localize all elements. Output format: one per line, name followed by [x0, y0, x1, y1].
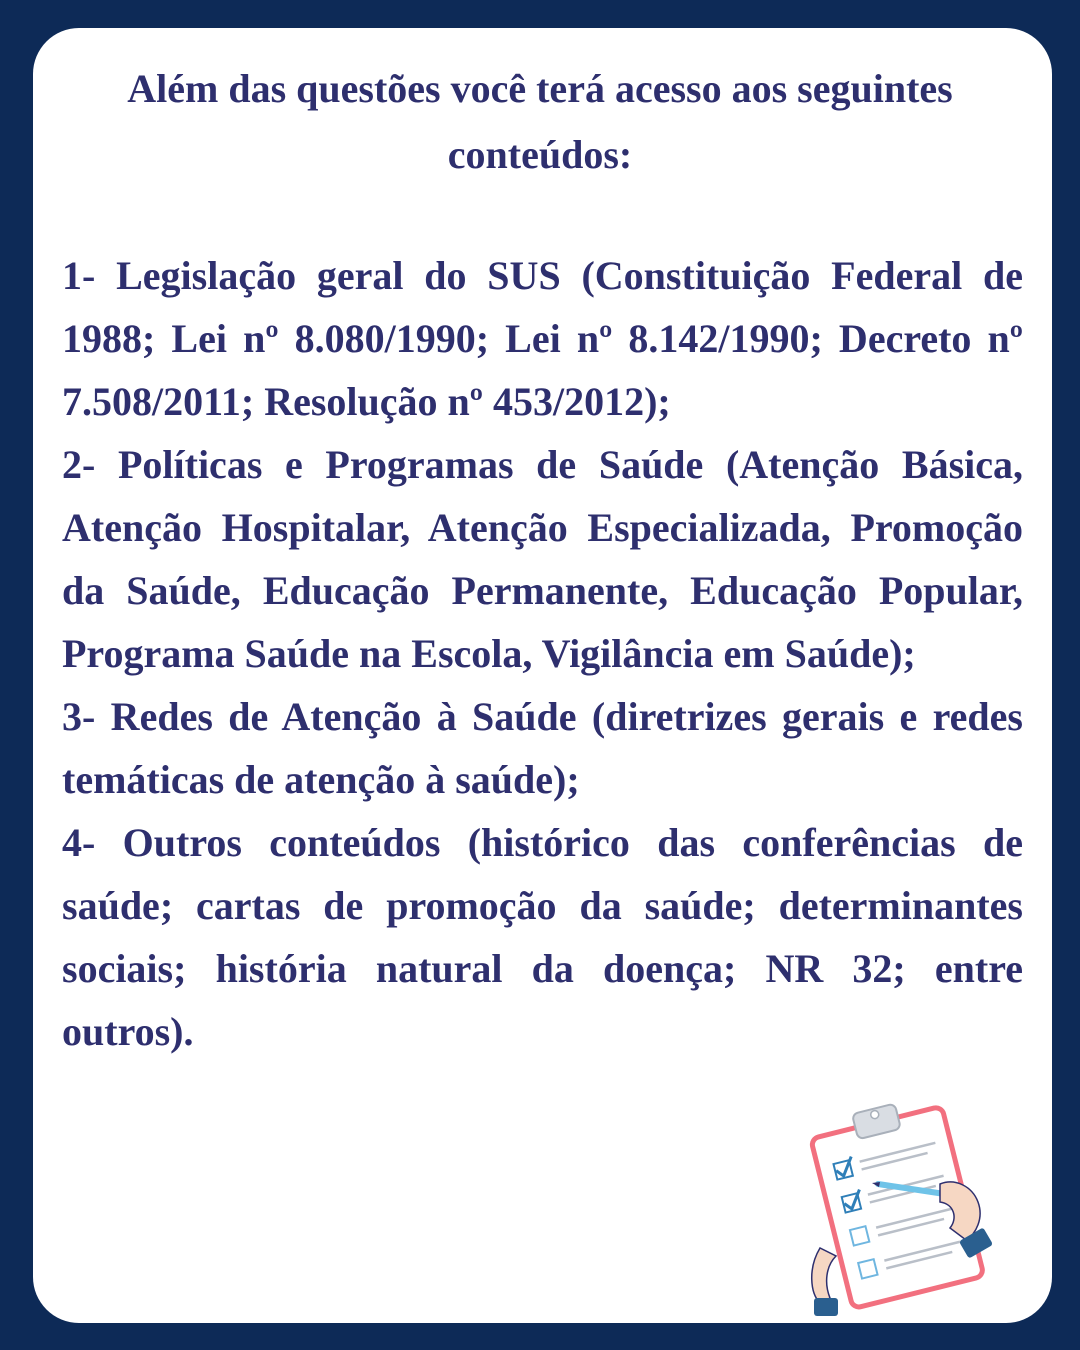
intro-heading: Além das questões você terá acesso aos seguintes conteúdos:: [127, 66, 953, 177]
topic-2: 2- Políticas e Programas de Saúde (Atenção Básica, Atenção Hospitalar, Atenção Especializada, Promoção da Saúde, Educação Permanente, Educação Popular, Programa Saúde na Escola, Vigilância em Saúde);: [62, 442, 1023, 676]
topic-3: 3- Redes de Atenção à Saúde (diretrizes gerais e redes temáticas de atenção à saúde);: [62, 694, 1023, 802]
topic-4: 4- Outros conteúdos (histórico das conferências de saúde; cartas de promoção da saúde; determinantes sociais; história natural da doença; NR 32; entre outros).: [62, 820, 1023, 1054]
topic-1: 1- Legislação geral do SUS (Constituição Federal de 1988; Lei nº 8.080/1990; Lei nº 8.142/1990; Decreto nº 7.508/2011; Resolução nº 453/2012);: [62, 253, 1023, 424]
topics-list: [62, 244, 1023, 1063]
clipboard-checklist-icon: [790, 1098, 1005, 1320]
left-hand: [812, 1248, 838, 1316]
